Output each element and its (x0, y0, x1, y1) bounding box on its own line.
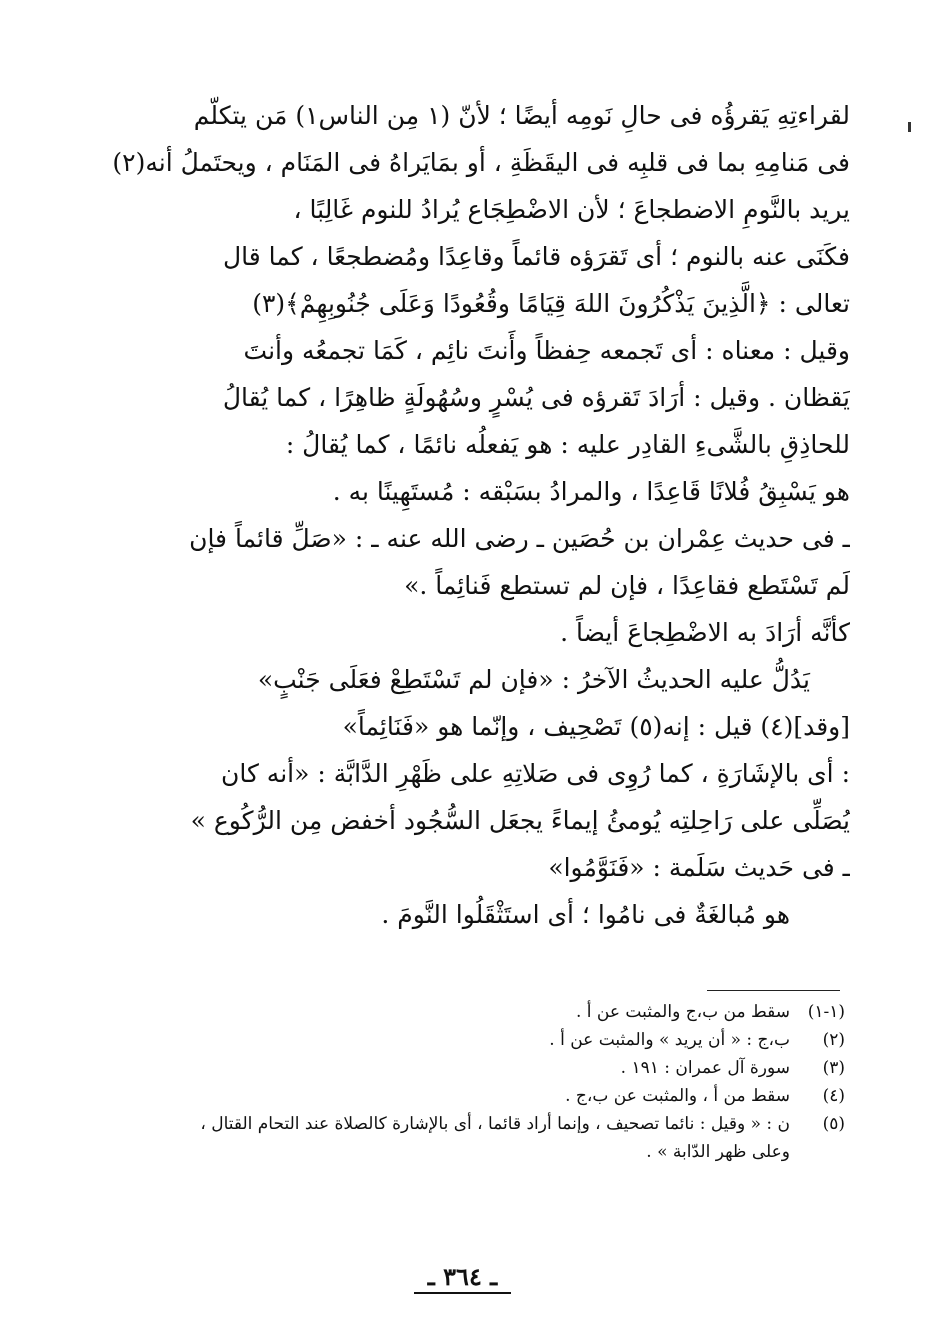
footnote-continuation: وعلى ظهر الدّابة » . (646, 1142, 790, 1162)
text-line: وقيل : معناه : أى تَجمعه حِفظاً وأَنتَ نائِم ، كَمَا تجمعُه وأنتَ (243, 336, 850, 365)
text-line: ـ فى حَديث سَلَمة : «فَنَوَّمُوا» (548, 853, 850, 882)
page-number (0, 1262, 925, 1294)
footnote-number: (٤) (822, 1086, 845, 1106)
footnote-text: سورة آل عمران : ١٩١ . (620, 1058, 790, 1078)
text-line: : أى بالإشَارَةِ ، كما رُوِى فى صَلاتِهِ على ظَهْرِ الدَّابَّة : «أنه كان (220, 759, 850, 788)
text-line: للحاذِقِ بالشَّىءِ القادِر عليه : هو يَفعلُه نائمًا ، كما يُقالُ : (285, 430, 850, 459)
footnote-divider (707, 990, 840, 991)
text-line: لقراءتِهِ يَقرؤُه فى حالِ نَومِه أيضًا ؛ لأنّ (١ مِن الناس١) مَن يتكلّم (193, 101, 850, 130)
footnote-number: (٣) (822, 1058, 845, 1078)
footnote-number: (٥) (822, 1114, 845, 1134)
page-number-text: ـ ٣٦٤ ـ (414, 1262, 511, 1294)
text-line: كأنَّه أرَادَ به الاضْطِجاعَ أيضاً . (560, 618, 850, 647)
text-line: هو مُبالغَةٌ فى نامُوا ؛ أى استَثْقَلُوا النَّومَ . (381, 900, 790, 929)
footnote (80, 1026, 845, 1054)
main-text-block (60, 92, 850, 938)
text-line: هو يَسْبِقُ فُلانًا قَاعِدًا ، والمرادُ بسَبْقه : مُستَهِينًا به . (332, 477, 850, 506)
footnote-text: سقط من ب،ج والمثبت عن أ . (575, 1002, 790, 1022)
text-line: يَدُلُّ عليه الحديثُ الآخرُ : «فإن لم تَسْتَطِعْ فعَلَى جَنْبٍ» (257, 665, 810, 694)
footnote-number: (١-١) (807, 1002, 845, 1022)
footnote (80, 1054, 845, 1082)
text-line: [وقد](٤) قيل : إنه(٥) تَصْحِيف ، وإنّما هو «فَنَائِماً» (342, 712, 850, 741)
text-line: يُصَلِّى على رَاحِلتِه يُومئُ إيماءً يجعَل السُّجُود أخفض مِن الرُّكُوع » (190, 806, 850, 835)
text-line: يَقظان . وقيل : أرَادَ تَقرؤه فى يُسْرٍ وسُهُولَةٍ ظاهِرًا ، كما يُقالُ (222, 383, 850, 412)
footnote-text: ن : « وقيل : نائما تصحيف ، وإنما أراد قائما ، أى بالإشارة كالصلاة عند التحام القتال ، (200, 1114, 790, 1134)
text-line: فى مَنامِهِ بما فى قلبِه فى اليقَظَةِ ، أو بمَايَراهُ فى المَنَام ، ويحتَملُ أنه(٢) (112, 148, 850, 177)
text-line: لَم تَسْتَطع فقاعِدًا ، فإن لم تستطع فَنائِماً .» (404, 571, 850, 600)
margin-mark (908, 122, 911, 132)
footnote (80, 998, 845, 1026)
footnotes-block (80, 998, 845, 1166)
footnote (80, 1110, 845, 1138)
text-line: يريد بالنَّومِ الاضطجاعَ ؛ لأن الاضْطِجَاع يُرادُ للنوم غَالِبًا ، (293, 195, 850, 224)
footnote (80, 1082, 845, 1110)
text-line: تعالى : ﴿الَّذِينَ يَذْكُرُونَ اللهَ قِيَامًا وقُعُودًا وَعَلَى جُنُوبِهِمْ﴾(٣) (252, 289, 850, 318)
text-line: ـ فى حديث عِمْران بن حُصَين ـ رضى الله عنه ـ : «صَلِّ قائماً فإن (189, 524, 850, 553)
text-line: فكَنَى عنه بالنوم ؛ أى تَقرَؤه قائماً وقاعِدًا ومُضطجعًا ، كما قال (222, 242, 850, 271)
footnote-text: سقط من أ ، والمثبت عن ب،ج . (565, 1086, 790, 1106)
footnote-number: (٢) (822, 1030, 845, 1050)
footnote-text: ب،ج : « أن يريد » والمثبت عن أ . (549, 1030, 790, 1050)
